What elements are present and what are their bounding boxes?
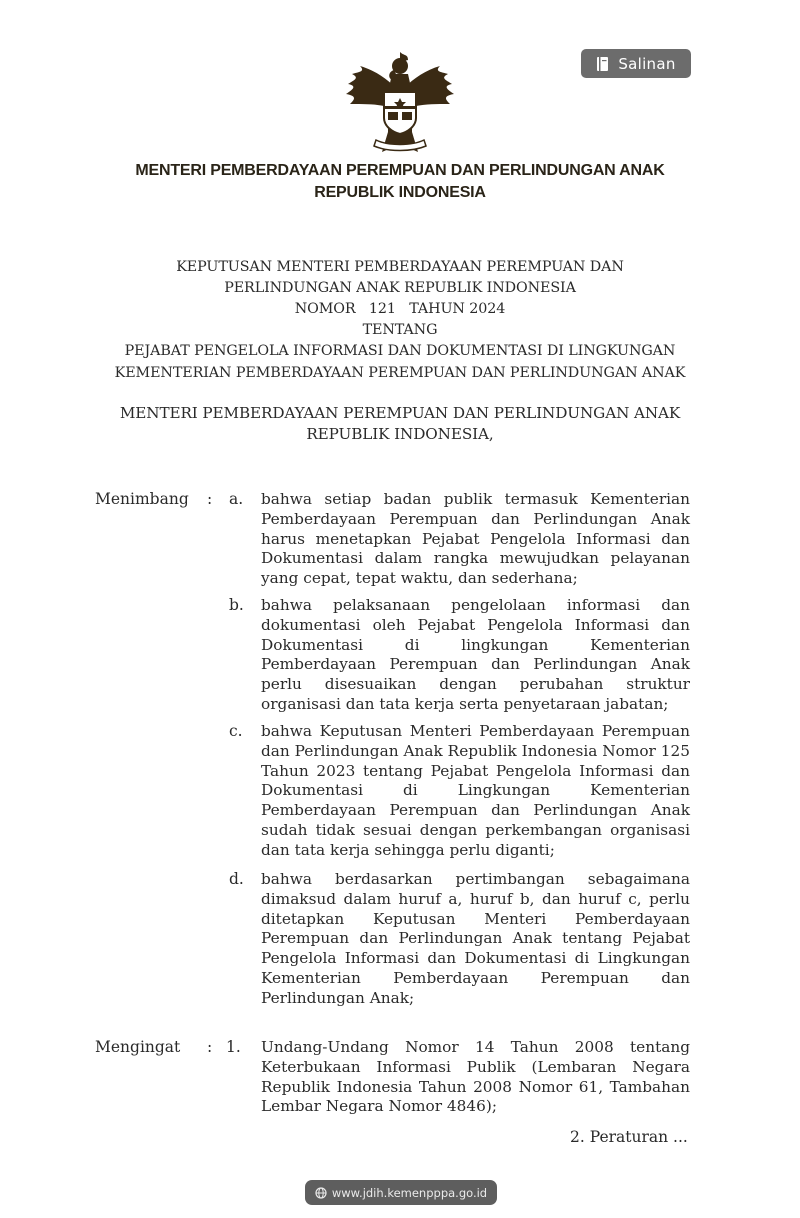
globe-icon [315,1187,327,1199]
minister-line2: REPUBLIK INDONESIA, [306,425,494,443]
mengingat-colon: : [207,1038,213,1056]
mengingat-label: Mengingat [95,1038,181,1056]
decree-number: NOMOR 121 TAHUN 2024 [294,301,506,317]
menimbang-marker-d: d. [229,870,244,888]
mengingat-item-1: Undang-Undang Nomor 14 Tahun 2008 tentang Keterbukaan Informasi Publik (Lembaran Negara Republik Indonesia Tahun 2008 Nomor 61, Tambahan Lembar Negara Nomor 4846); [261,1038,690,1116]
salinan-label: Salinan [618,54,676,73]
mengingat-marker-1: 1. [226,1038,241,1056]
menimbang-label: Menimbang [95,490,189,508]
ministry-heading-line2: REPUBLIK INDONESIA [314,184,486,201]
ministry-heading-line1: MENTERI PEMBERDAYAAN PEREMPUAN DAN PERLINDUNGAN ANAK [135,162,665,179]
decree-title-line1: KEPUTUSAN MENTERI PEMBERDAYAAN PEREMPUAN DAN [176,259,624,275]
minister-line1: MENTERI PEMBERDAYAAN PEREMPUAN DAN PERLINDUNGAN ANAK [119,404,681,422]
menimbang-marker-b: b. [229,596,244,614]
page-continuation: 2. Peraturan ... [570,1128,688,1146]
book-icon [596,56,610,72]
footer-url-pill[interactable] [305,1180,497,1205]
salinan-badge [581,49,691,78]
menimbang-item-c: bahwa Keputusan Menteri Pemberdayaan Perempuan dan Perlindungan Anak Republik Indonesia Nomor 125 Tahun 2023 tentang Pejabat Pengelola Informasi dan Dokumentasi di Lingkungan Kementerian Pemberdayaan Perempuan dan Perlindungan Anak sudah tidak sesuai dengan perkembangan organisasi dan tata kerja sehingga perlu diganti; [261,722,690,859]
decree-subject-line2: KEMENTERIAN PEMBERDAYAAN PEREMPUAN DAN PERLINDUNGAN ANAK [114,365,686,381]
decree-subject-line1: PEJABAT PENGELOLA INFORMASI DAN DOKUMENTASI DI LINGKUNGAN [124,343,676,359]
menimbang-marker-c: c. [229,722,243,740]
decree-about: TENTANG [362,322,438,338]
menimbang-colon: : [207,490,213,508]
menimbang-marker-a: a. [229,490,244,508]
decree-title-line2: PERLINDUNGAN ANAK REPUBLIK INDONESIA [224,280,576,296]
menimbang-item-d: bahwa berdasarkan pertimbangan sebagaimana dimaksud dalam huruf a, huruf b, dan huruf c, perlu ditetapkan Keputusan Menteri Pemberdayaan Perempuan dan Perlindungan Anak tentang Pejabat Pengelola Informasi dan Dokumentasi di Lingkungan Kementerian Pemberdayaan Perempuan dan Perlindungan Anak; [261,870,690,1007]
garuda-emblem-icon [338,48,462,162]
footer-url[interactable]: www.jdih.kemenpppa.go.id [331,1185,488,1200]
menimbang-item-a: bahwa setiap badan publik termasuk Kementerian Pemberdayaan Perempuan dan Perlindungan Anak harus menetapkan Pejabat Pengelola Informasi dan Dokumentasi dalam rangka mewujudkan pelayanan yang cepat, tepat waktu, dan sederhana; [261,490,690,588]
menimbang-item-b: bahwa pelaksanaan pengelolaan informasi dan dokumentasi oleh Pejabat Pengelola Informasi dan Dokumentasi di lingkungan Kementerian Pemberdayaan Perempuan dan Perlindungan Anak perlu disesuaikan dengan perubahan struktur organisasi dan tata kerja serta penyetaraan jabatan; [261,596,690,713]
